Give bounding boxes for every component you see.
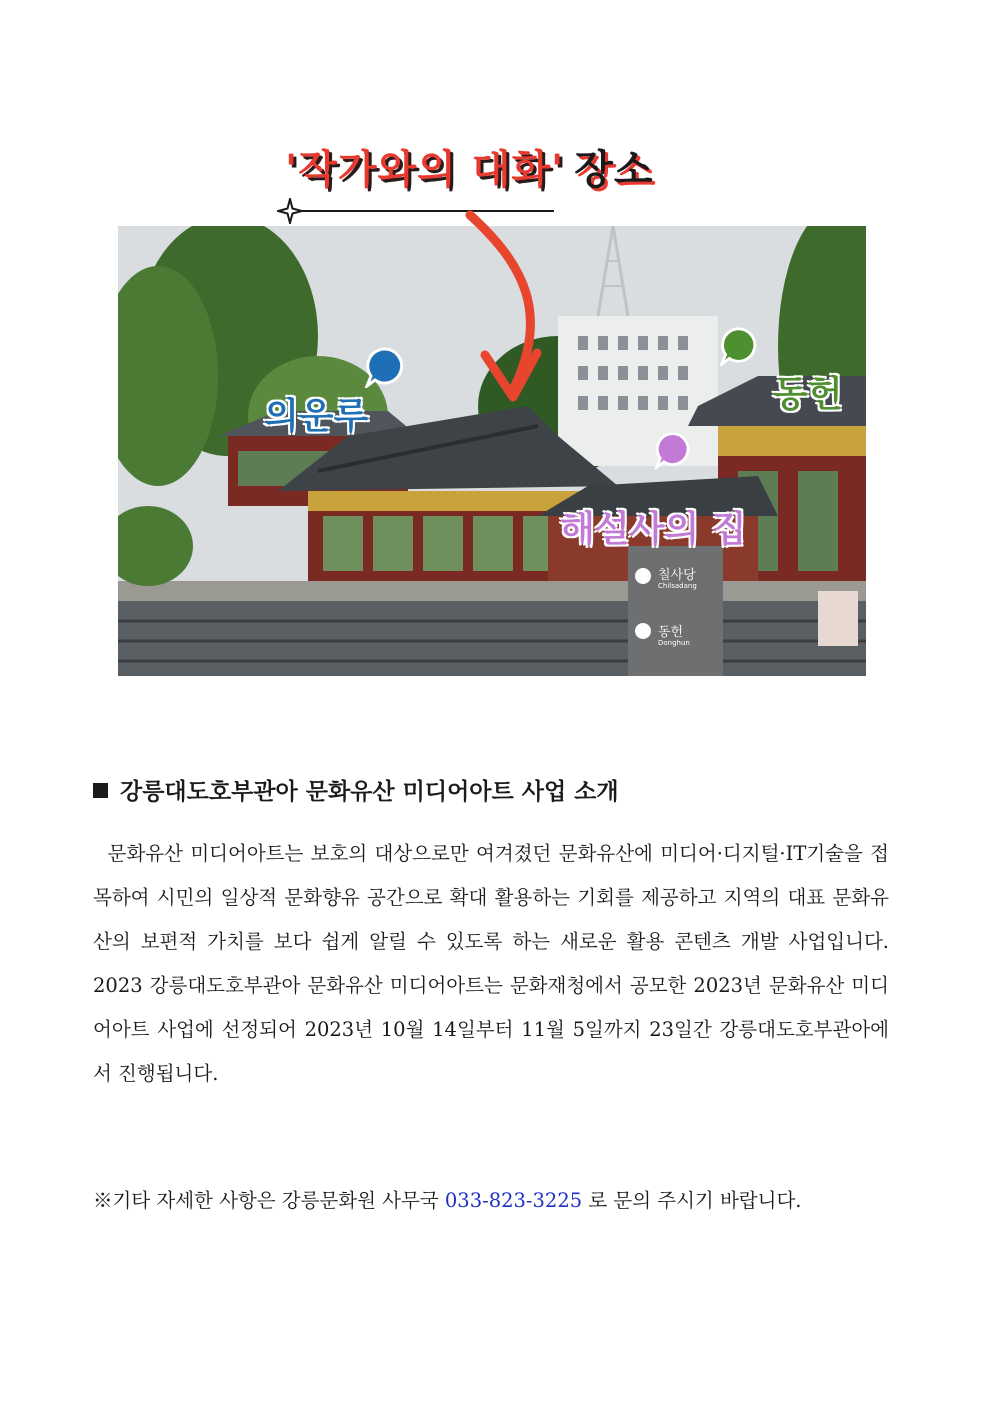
section-body: 문화유산 미디어아트는 보호의 대상으로만 여겨졌던 문화유산에 미디어·디지털·IT기술을 접목하여 시민의 일상적 문화향유 공간으로 확대 활용하는 기회를 제공하고 지역의 대표 문화유산의 보편적 가치를 보다 쉽게 알릴 수 있도록 하는 새로운 활용 콘텐츠 개발 사업입니다. 2023 강릉대도호부관아 문화유산 미디어아트는 문화재청에서 공모한 2023년 문화유산 미디어아트 사업에 선정되어 2023년 10월 14일부터 11월 5일까지 23일간 강릉대도호부관아에서 진행됩니다. xyxy=(93,842,896,1085)
sign-line1-en: Chilsadang xyxy=(658,582,697,590)
section-title-text: 강릉대도호부관아 문화유산 미디어아트 사업 소개 xyxy=(120,779,619,805)
sign-line2-en: Donghun xyxy=(658,639,690,647)
contact-note xyxy=(93,1185,802,1213)
section-title xyxy=(93,773,619,806)
headline-suffix: 장소 xyxy=(574,147,654,193)
square-bullet-icon xyxy=(93,783,108,798)
label-uiunru: 의운루 xyxy=(264,396,369,437)
sign-line2: 동헌 xyxy=(658,625,684,640)
speech-bubble-icon xyxy=(653,431,691,469)
label-guide-house: 해설사의 집 xyxy=(560,509,747,550)
contact-phone[interactable]: 033-823-3225 xyxy=(444,1189,583,1212)
speech-bubble-icon xyxy=(718,326,758,366)
contact-suffix: 로 문의 주시기 바랍니다. xyxy=(582,1189,802,1212)
contact-prefix: ※기타 자세한 사항은 강릉문화원 사무국 xyxy=(93,1189,445,1212)
headline-quoted: '작가와의 대화' xyxy=(285,147,565,193)
label-donghun: 동헌 xyxy=(773,374,843,415)
speech-bubble-icon xyxy=(363,346,405,388)
pointer-arrow-icon xyxy=(455,205,565,415)
sign-line1: 칠사당 xyxy=(658,568,696,583)
headline xyxy=(285,138,685,198)
